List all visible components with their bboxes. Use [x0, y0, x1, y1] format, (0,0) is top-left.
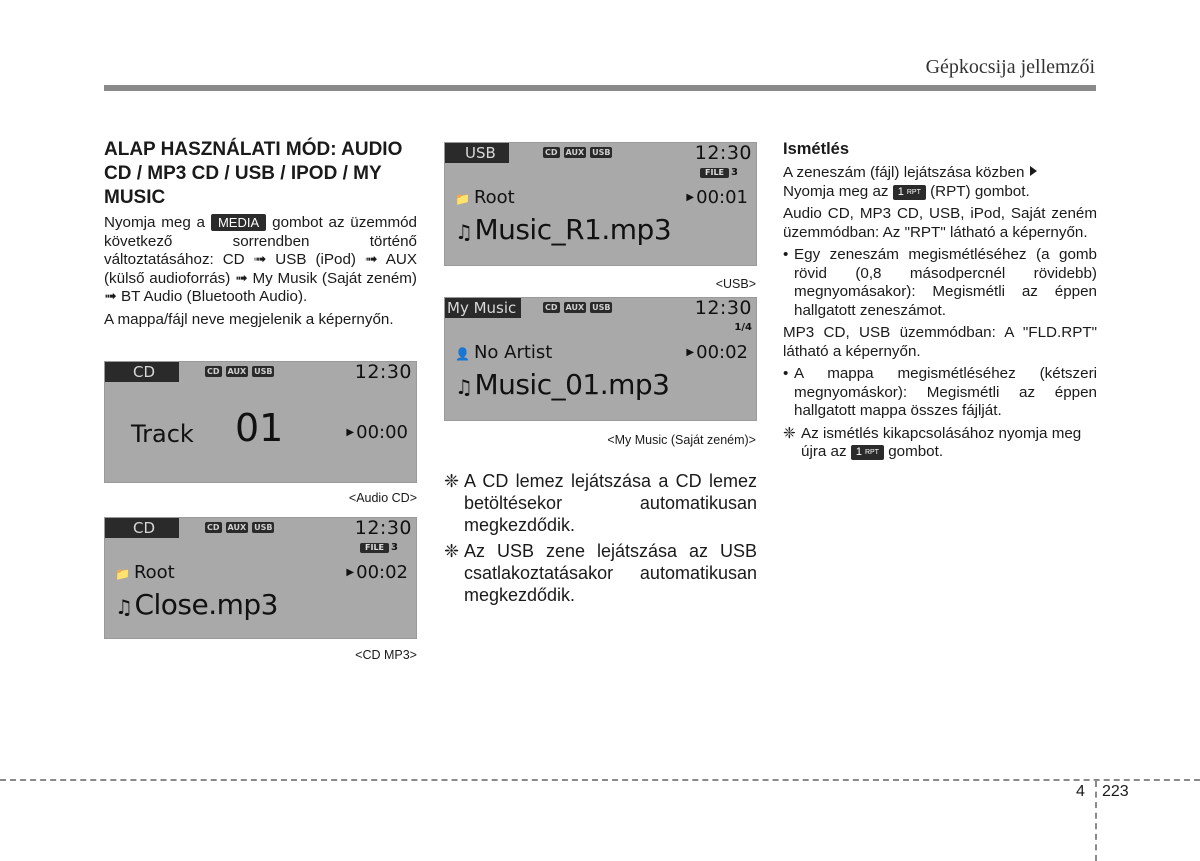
- column-1: [104, 138, 417, 333]
- list-item: • A mappa megismétléséhez (kétszeri megnyomáskor): Megismétli az éppen hallgatott mappa összes fájlját.: [783, 365, 1097, 419]
- lcd-mode-label: My Music: [445, 298, 521, 318]
- paragraph-fld-rpt-shown: MP3 CD, USB üzemmódban: A "FLD.RPT" látható a képernyőn.: [783, 324, 1097, 360]
- note-usb-autoplay: ❈ Az USB zene lejátszása az USB csatlakoztatásakor automatikusan megkezdődik.: [444, 541, 757, 605]
- lcd-play-time: ▶ 00:02: [686, 342, 748, 363]
- lcd-file-indicator: [360, 542, 398, 553]
- section-heading-basic-mode: ALAP HASZNÁLATI MÓD: AUDIO CD / MP3 CD / USB / IPOD / MY MUSIC: [104, 139, 403, 208]
- cd-tag: CD: [207, 523, 220, 532]
- note-mark-icon: ❈: [783, 424, 796, 442]
- lcd-song-name: ♫Music_R1.mp3: [455, 213, 672, 246]
- file-number: 1/4: [734, 322, 752, 333]
- usb-tag: USB: [254, 523, 273, 532]
- lcd-source-tags: [205, 366, 274, 377]
- file-number: 3: [391, 542, 398, 553]
- aux-tag: AUX: [565, 303, 585, 312]
- lcd-play-time: ▶ 00:00: [346, 422, 408, 443]
- paragraph-rpt-shown: Audio CD, MP3 CD, USB, iPod, Saját zeném üzemmódban: Az "RPT" látható a képernyőn.: [783, 205, 1097, 241]
- person-icon: 👤: [455, 347, 470, 361]
- caption-cd-mp3: <CD MP3>: [355, 648, 417, 662]
- caption-usb: <USB>: [715, 277, 756, 291]
- file-tag: FILE: [700, 168, 729, 178]
- usb-tag: USB: [592, 148, 611, 157]
- lcd-clock: 12:30: [694, 297, 752, 319]
- play-icon: ▶: [346, 567, 355, 578]
- paragraph-during-playback: A zeneszám (fájl) lejátszása közben: [783, 164, 1097, 183]
- lcd-clock: 12:30: [354, 517, 412, 539]
- repeat-folder-list: [783, 365, 1097, 421]
- cd-tag: CD: [545, 148, 558, 157]
- lcd-file-indicator: [734, 322, 752, 333]
- lcd-song-name: ♫Music_01.mp3: [455, 368, 670, 401]
- lcd-play-time: ▶ 00:01: [686, 187, 748, 208]
- folder-icon: 📁: [115, 567, 130, 581]
- lcd-clock: 12:30: [694, 142, 752, 164]
- play-icon: ▶: [686, 347, 695, 358]
- header-rule: [104, 85, 1096, 91]
- usb-tag: USB: [592, 303, 611, 312]
- lcd-mode-label: CD: [105, 518, 179, 538]
- lcd-folder: 📁 Root: [115, 562, 175, 583]
- lcd-song-name: ♫Close.mp3: [115, 588, 278, 621]
- list-item: • Egy zeneszám megismétléséhez (a gomb rövid (0,8 másodpercnél rövidebb) megnyomásakor): Megismétli az éppen hallgatott zeneszámot.: [783, 246, 1097, 319]
- caption-audio-cd: <Audio CD>: [348, 491, 417, 505]
- footer-divider: [1095, 781, 1097, 861]
- column-2-notes: [444, 470, 757, 610]
- page-number: 223: [1102, 783, 1129, 800]
- section-heading-repeat: Ismétlés: [783, 140, 850, 158]
- note-mark-icon: ❈: [444, 471, 460, 491]
- folder-icon: 📁: [455, 192, 470, 206]
- lcd-usb: [444, 142, 757, 266]
- lcd-clock: 12:30: [354, 361, 412, 383]
- footer-rule: [0, 779, 1200, 781]
- lcd-audio-cd: [104, 361, 417, 483]
- note-mark-icon: ❈: [444, 541, 460, 561]
- aux-tag: AUX: [565, 148, 585, 157]
- note-cd-autoplay: ❈ A CD lemez lejátszása a CD lemez betöltésekor automatikusan megkezdődik.: [444, 471, 757, 535]
- paragraph-press-rpt: Nyomja meg az 1 RPT (RPT) gombot.: [783, 182, 1030, 200]
- cd-tag: CD: [207, 367, 220, 376]
- music-note-icon: ♫: [115, 595, 133, 619]
- lcd-file-indicator: [700, 167, 738, 178]
- lcd-cd-mp3: [104, 517, 417, 639]
- page-header-title: Gépkocsija jellemzői: [925, 56, 1095, 78]
- cd-tag: CD: [545, 303, 558, 312]
- repeat-song-list: [783, 246, 1097, 320]
- play-icon: ▶: [346, 427, 355, 438]
- caption-my-music: <My Music (Saját zeném)>: [607, 433, 756, 447]
- lcd-play-time: ▶ 00:02: [346, 562, 408, 583]
- aux-tag: AUX: [227, 523, 247, 532]
- bullet-icon: •: [783, 246, 789, 263]
- aux-tag: AUX: [227, 367, 247, 376]
- lcd-source-tags: [543, 302, 612, 313]
- paragraph-mode-sequence: Nyomja meg a MEDIA gombot az üzemmód következő sorrendben történő változtatásához: CD ➟ USB (iPod) ➟ AUX (külső audioforrás) ➟ My Musik (Saját zeném) ➟ BT Audio (Bluetooth Audio).: [104, 214, 417, 305]
- lcd-track-label: Track: [131, 420, 194, 448]
- triangle-icon: [1030, 166, 1037, 176]
- note-repeat-off: ❈ Az ismétlés kikapcsolásához nyomja meg újra az 1 RPT gombot.: [783, 424, 1082, 460]
- usb-tag: USB: [254, 367, 273, 376]
- chapter-number: 4: [1076, 783, 1085, 800]
- file-number: 3: [731, 167, 738, 178]
- lcd-source-tags: [543, 147, 612, 158]
- lcd-folder: 📁 Root: [455, 187, 515, 208]
- rpt-button-icon: 1 RPT: [851, 445, 884, 460]
- bullet-icon: •: [783, 365, 789, 382]
- lcd-track-number: 01: [235, 406, 284, 450]
- lcd-artist: 👤 No Artist: [455, 342, 553, 363]
- file-tag: FILE: [360, 543, 389, 553]
- lcd-mode-label: CD: [105, 362, 179, 382]
- music-note-icon: ♫: [455, 375, 473, 399]
- paragraph-folder-name: A mappa/fájl neve megjelenik a képernyőn.: [104, 310, 394, 328]
- lcd-source-tags: [205, 522, 274, 533]
- lcd-mode-label: USB: [445, 143, 509, 163]
- play-icon: ▶: [686, 192, 695, 203]
- column-3: [783, 138, 1097, 466]
- media-button-icon: MEDIA: [211, 214, 266, 231]
- rpt-button-icon: 1 RPT: [893, 185, 926, 200]
- music-note-icon: ♫: [455, 220, 473, 244]
- lcd-my-music: [444, 297, 757, 421]
